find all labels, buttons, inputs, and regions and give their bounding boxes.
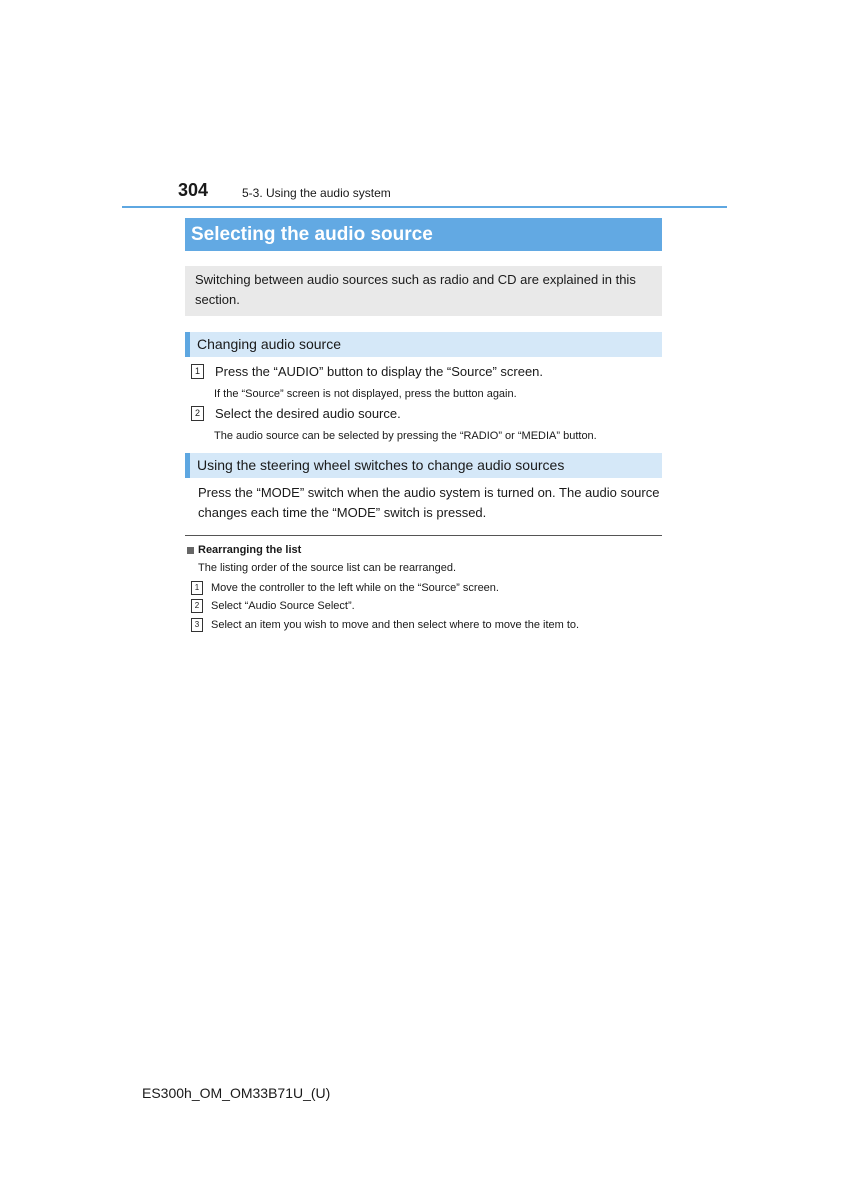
step-number: 2 bbox=[191, 406, 204, 421]
step-text: Press the “AUDIO” button to display the “Source” screen. bbox=[215, 364, 544, 379]
rearranging-intro: The listing order of the source list can be rearranged. bbox=[198, 562, 457, 574]
step-text: Select the desired audio source. bbox=[215, 406, 401, 421]
intro-box: Switching between audio sources such as radio and CD are explained in this section. bbox=[185, 266, 662, 316]
header-rule bbox=[122, 206, 727, 208]
page-number: 304 bbox=[178, 180, 209, 200]
step-1-note: If the “Source” screen is not displayed, press the button again. bbox=[214, 388, 517, 400]
rearranging-heading bbox=[187, 544, 301, 556]
footer-document-code: ES300h_OM_OM33B71U_(U) bbox=[142, 1085, 331, 1101]
steering-wheel-heading: Using the steering wheel switches to change audio sources bbox=[185, 453, 662, 478]
page-title: Selecting the audio source bbox=[185, 218, 662, 251]
step-number: 1 bbox=[191, 581, 203, 595]
changing-audio-source-heading: Changing audio source bbox=[185, 332, 662, 357]
rearranging-heading-text: Rearranging the list bbox=[198, 544, 302, 556]
rearrange-step-1 bbox=[191, 581, 499, 595]
step-1 bbox=[191, 364, 543, 379]
section-reference: 5-3. Using the audio system bbox=[242, 186, 391, 200]
step-text: Select an item you wish to move and then select where to move the item to. bbox=[211, 619, 580, 631]
steering-wheel-text: Press the “MODE” switch when the audio system is turned on. The audio source changes each time the “MODE” switch is pressed. bbox=[198, 485, 660, 520]
square-bullet-icon bbox=[187, 547, 194, 554]
step-2 bbox=[191, 406, 401, 421]
step-number: 1 bbox=[191, 364, 204, 379]
step-text: Move the controller to the left while on the “Source” screen. bbox=[211, 582, 499, 594]
rearrange-step-3 bbox=[191, 618, 579, 632]
step-number: 2 bbox=[191, 599, 203, 613]
rearrange-step-2 bbox=[191, 599, 355, 613]
step-number: 3 bbox=[191, 618, 203, 632]
divider bbox=[185, 535, 662, 536]
step-2-note: The audio source can be selected by pressing the “RADIO” or “MEDIA” button. bbox=[214, 430, 597, 442]
step-text: Select “Audio Source Select”. bbox=[211, 600, 355, 612]
